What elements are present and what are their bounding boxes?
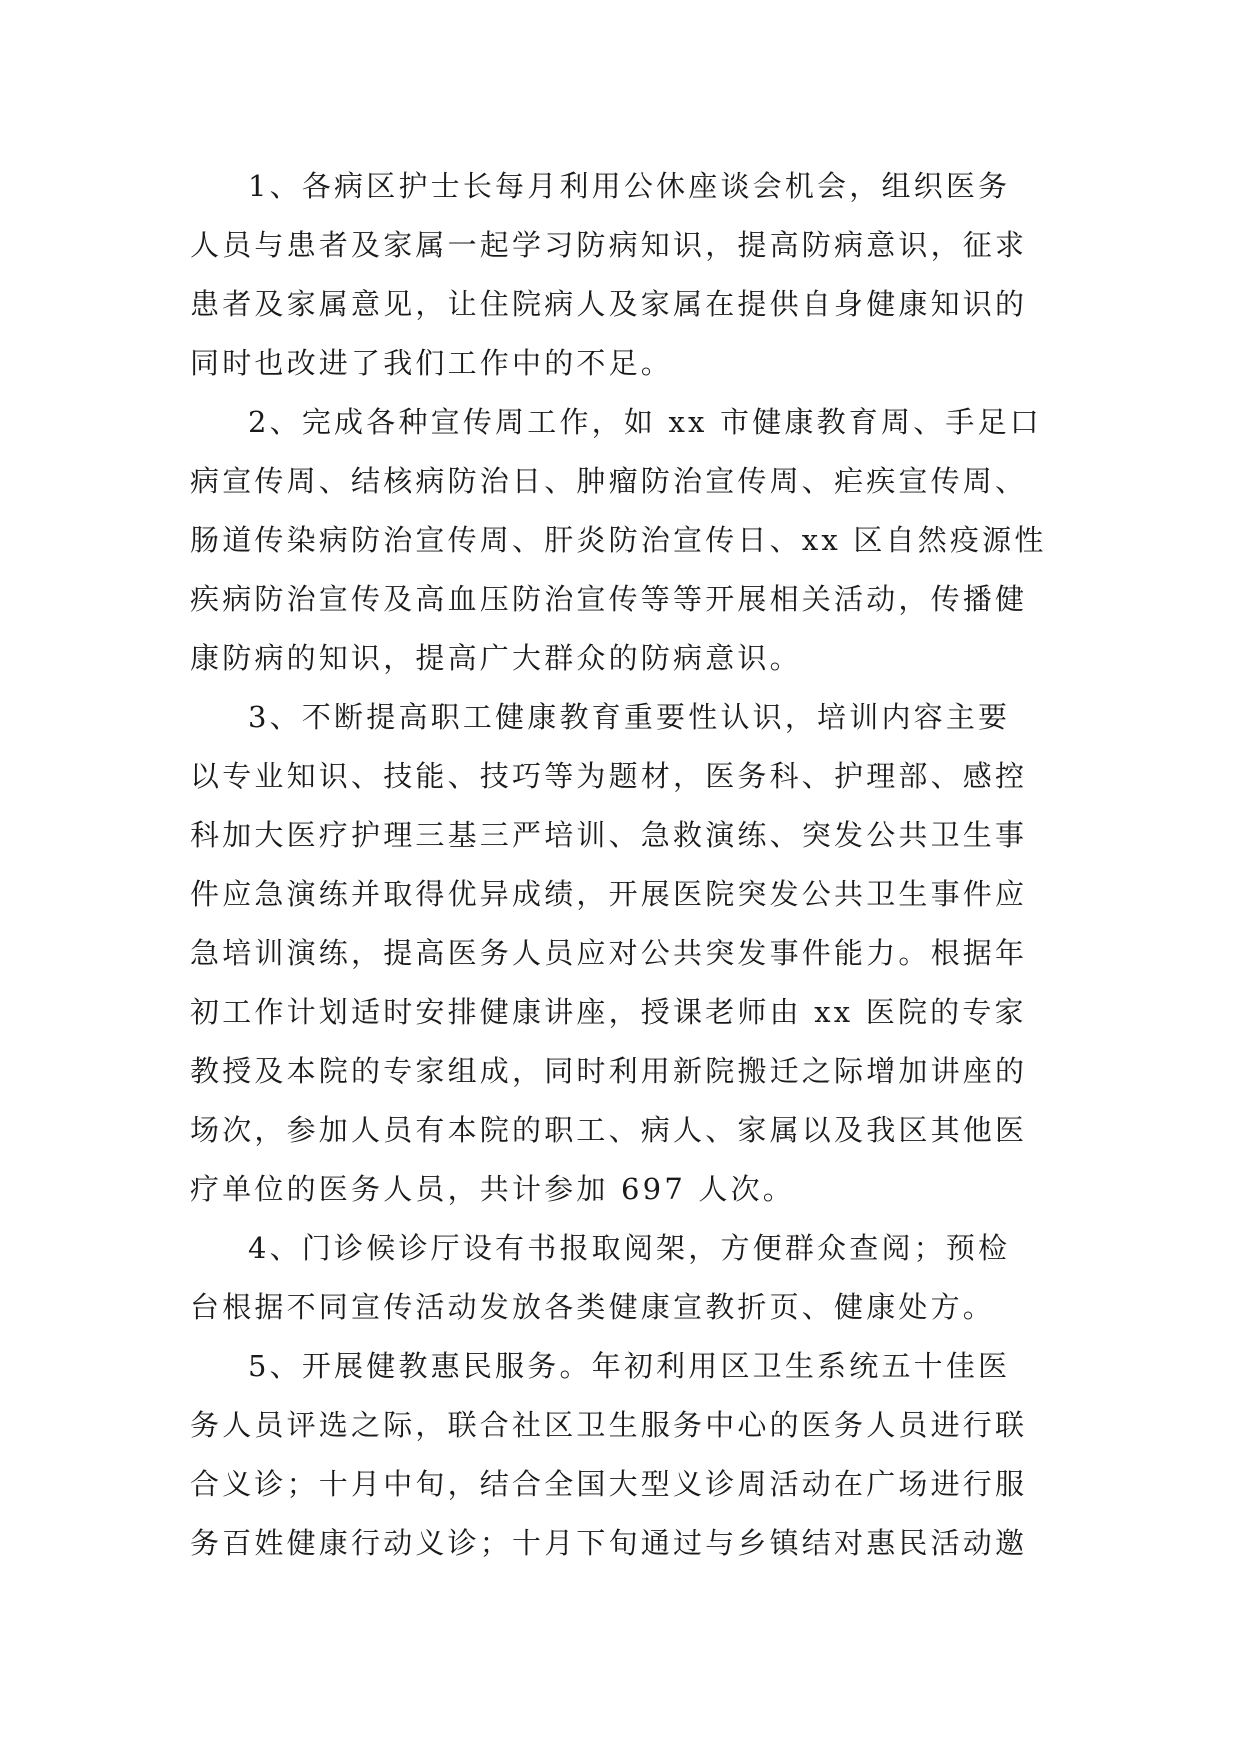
document-body: [190, 157, 1052, 1573]
text-line: 科加大医疗护理三基三严培训、急救演练、突发公共卫生事: [190, 818, 1028, 852]
text-line: 场次，参加人员有本院的职工、病人、家属以及我区其他医: [190, 1113, 1028, 1147]
paragraph-3: [190, 688, 1052, 1219]
text-line: 初工作计划适时安排健康讲座，授课老师由 xx 医院的专家: [190, 995, 1027, 1029]
paragraph-4: [190, 1219, 1052, 1337]
text-line: 2、完成各种宣传周工作，如 xx 市健康教育周、手足口: [248, 405, 1042, 439]
text-line: 康防病的知识，提高广大群众的防病意识。: [190, 641, 802, 675]
text-line: 患者及家属意见，让住院病人及家属在提供自身健康知识的: [190, 287, 1028, 321]
text-line: 疾病防治宣传及高血压防治宣传等等开展相关活动，传播健: [190, 582, 1028, 616]
text-line: 病宣传周、结核病防治日、肿瘤防治宣传周、疟疾宣传周、: [190, 464, 1028, 498]
text-line: 务百姓健康行动义诊；十月下旬通过与乡镇结对惠民活动邀: [190, 1526, 1028, 1560]
text-line: 同时也改进了我们工作中的不足。: [190, 346, 674, 380]
text-line: 5、开展健教惠民服务。年初利用区卫生系统五十佳医: [248, 1349, 1011, 1383]
text-line: 疗单位的医务人员，共计参加 697 人次。: [190, 1172, 795, 1206]
text-line: 以专业知识、技能、技巧等为题材，医务科、护理部、感控: [190, 759, 1028, 793]
text-line: 教授及本院的专家组成，同时利用新院搬迁之际增加讲座的: [190, 1054, 1028, 1088]
text-line: 4、门诊候诊厅设有书报取阅架，方便群众查阅；预检: [248, 1231, 1011, 1265]
text-line: 急培训演练，提高医务人员应对公共突发事件能力。根据年: [190, 936, 1028, 970]
paragraph-5: [190, 1337, 1052, 1573]
paragraph-2: [190, 393, 1052, 688]
text-line: 3、不断提高职工健康教育重要性认识，培训内容主要: [248, 700, 1011, 734]
text-line: 件应急演练并取得优异成绩，开展医院突发公共卫生事件应: [190, 877, 1028, 911]
text-line: 人员与患者及家属一起学习防病知识，提高防病意识，征求: [190, 228, 1028, 262]
text-line: 台根据不同宣传活动发放各类健康宣教折页、健康处方。: [190, 1290, 996, 1324]
text-line: 1、各病区护士长每月利用公休座谈会机会，组织医务: [248, 169, 1011, 203]
text-line: 肠道传染病防治宣传周、肝炎防治宣传日、xx 区自然疫源性: [190, 523, 1047, 557]
paragraph-1: [190, 157, 1052, 393]
text-line: 务人员评选之际，联合社区卫生服务中心的医务人员进行联: [190, 1408, 1028, 1442]
text-line: 合义诊；十月中旬，结合全国大型义诊周活动在广场进行服: [190, 1467, 1028, 1501]
